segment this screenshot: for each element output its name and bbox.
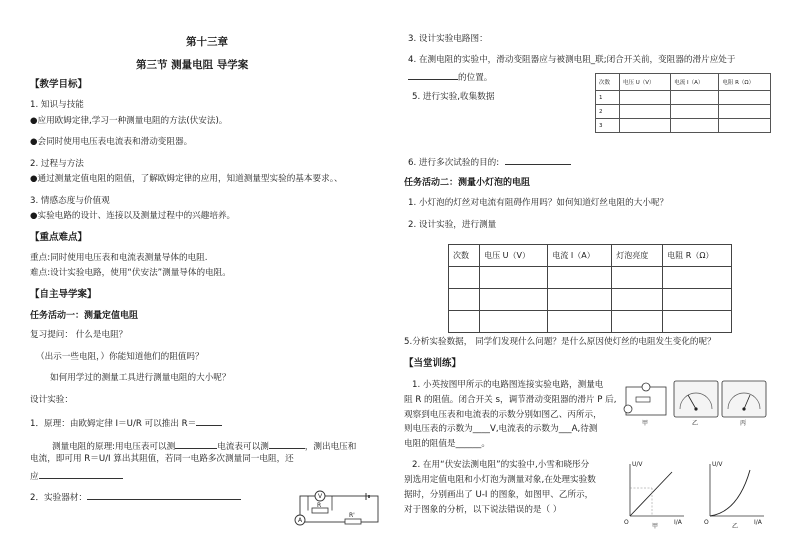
chapter-title: 第十三章 [186,36,228,48]
resistor-icon [636,397,650,402]
exercise2-line-3: 据时，分别画出了 U-I 的图象，如图甲、乙所示， [404,490,594,500]
bulb-table-header-2: 电流 I（A） [548,245,612,267]
equipment-line [30,491,241,504]
data-table-small [595,73,771,133]
label-jia: 甲 [642,420,649,427]
linear-plot-line [630,472,672,516]
exercise2-line-2: 别选用定值电阻和小灯泡为测量对象,在处理实验数 [404,475,596,485]
ui-graph-yi [702,458,768,530]
rheostat-icon [345,519,361,524]
table-cell[interactable] [619,91,670,105]
exercise1-line-1: 1. 小英按图甲所示的电路图连接实验电路，测量电 [412,380,604,390]
table-cell[interactable] [449,267,480,289]
question-1: 1. 小灯泡的灯丝对电流有阻碍作用吗？如何知道灯丝电阻的大小呢？ [408,198,669,208]
table-cell[interactable] [619,105,670,119]
step4-line: 4. 在测电阻的实验中，滑动变阻器应与被测电阻_联;闭合开关前，变阻器的滑片应处于 [408,55,736,65]
table-cell[interactable] [671,119,719,133]
exercise1-line-5: 电阻的阻值是______。 [404,439,490,449]
small-table-row-index: 2 [596,105,620,119]
table-row [449,289,732,311]
task1-title: 任务活动一：测量定值电阻 [30,311,139,321]
ammeter-icon [624,405,632,413]
exercise2-line-1: 2. 在用“伏安法测电阻”的实验中,小雪和晓彤分 [412,460,590,470]
step3: 3. 设计实验电路图： [408,34,488,44]
analysis-question: 5.分析实验数据， 同学们发现什么问题？是什么原因使灯丝的电阻发生变化的呢？ [404,337,716,347]
small-table-row-index: 3 [596,119,620,133]
self-study-header: 【自主导学案】 [30,289,97,300]
table-cell[interactable] [480,289,548,311]
exercise1-line-4: 则电压表的示数为____V,电流表的示数为___A,待测 [404,424,598,434]
table-cell[interactable] [548,289,612,311]
voltmeter-dial-icon [674,381,718,417]
method-line-3 [30,470,123,483]
review-question: 复习提问： 什么是电阻？ [30,330,128,340]
table-cell[interactable] [612,267,663,289]
question-2: 2. 设计实验，进行测量 [408,220,497,230]
method-blank[interactable] [39,470,123,479]
voltage-blank[interactable] [175,440,217,449]
table-row [449,267,732,289]
table-cell[interactable] [719,119,771,133]
table-row [449,311,732,333]
equipment-blank[interactable] [87,491,241,500]
step6-text: 6. 进行多次试验的目的: [408,158,500,168]
table-row [596,91,771,105]
small-table-header-2: 电流 I（A） [671,74,719,91]
graph-label-yi: 乙 [732,523,739,530]
show-resistors: （出示一些电阻，）你能知道他们的阻值吗？ [36,352,204,362]
label-bing: 丙 [740,420,747,427]
table-cell[interactable] [449,311,480,333]
step5: 5. 进行实验,收集数据 [412,92,495,102]
table-cell[interactable] [548,311,612,333]
keypoints-header: 【重点难点】 [30,232,88,243]
axis-u-label: U/V [632,461,643,468]
exercise1-line-3: 观察到电压表和电流表的示数分别如图乙、丙所示， [404,410,602,420]
small-table-header-0: 次数 [596,74,620,91]
axis-i-label: I/A [754,519,762,526]
voltmeter-symbol: V [318,493,323,500]
table-row [596,119,771,133]
table-cell[interactable] [612,289,663,311]
axis-i-label: I/A [674,519,682,526]
table-cell[interactable] [612,311,663,333]
ammeter-dial-icon [722,381,766,417]
goal2-item-a: ●通过测量定值电阻的阻值，了解欧姆定律的应用，知道测量型实验的基本要求。、 [30,174,343,184]
exercise1-line-2: 阻 R 的阻值。闭合开关 s，调节滑动变阻器的滑片 P 后, [404,395,617,405]
bulb-table-header-3: 灯泡亮度 [612,245,663,267]
step4-line-2 [408,71,492,84]
goals-header: 【教学目标】 [30,79,88,90]
voltmeter-icon [642,383,650,391]
origin-label: O [624,519,629,526]
exercise1-figures [622,379,772,429]
small-table-row-index: 1 [596,91,620,105]
key-point: 重点:同时使用电压表和电流表测量导体的电阻. [30,253,208,263]
resistor-symbol: R [317,502,322,509]
goal3-item-a: ●实验电路的设计、连接以及测量过程中的兴趣培养。 [30,211,236,221]
current-blank[interactable] [269,440,305,449]
task2-title: 任务活动二：测量小灯泡的电阻 [404,178,531,188]
method-text-a: 测量电阻的原理:用电压表可以测 [52,442,176,452]
small-table-header-1: 电压 U（V） [619,74,670,91]
graph-label-jia: 甲 [652,523,659,530]
table-cell[interactable] [548,267,612,289]
curve-plot-line [710,470,750,516]
practice-header: 【当堂训练】 [404,358,462,369]
table-cell[interactable] [663,267,732,289]
table-cell[interactable] [449,289,480,311]
table-cell[interactable] [663,289,732,311]
rheostat-symbol: R' [349,512,355,519]
principle-blank[interactable] [196,417,222,426]
label-yi: 乙 [692,420,699,427]
ui-graph-jia [622,458,688,530]
step4-tail: 的位置。 [458,73,493,83]
ammeter-symbol: A [298,517,303,524]
small-table-header-3: 电阻 R（Ω） [719,74,771,91]
equipment-label: 2．实验器材： [30,493,88,503]
method-line-1 [52,440,356,453]
goal1-item-a: ●应用欧姆定律,学习一种测量电阻的方法(伏安法)。 [30,116,228,126]
axis-u-label: U/V [712,461,723,468]
table-cell[interactable] [480,311,548,333]
table-cell[interactable] [663,311,732,333]
difficulty: 难点:设计实验电路，使用“伏安法”测量导体的电阻。 [30,268,231,278]
table-cell[interactable] [619,119,670,133]
data-table-bulb [448,244,732,333]
table-row [596,105,771,119]
principle-line [30,417,222,430]
lesson-title: 第三节 测量电阻 导学案 [136,59,249,71]
purpose-blank[interactable] [505,156,571,165]
goal1-item-b: ●会同时使用电压表电流表和滑动变阻器。 [30,137,193,147]
design-label: 设计实验： [30,395,73,405]
table-cell[interactable] [719,91,771,105]
bulb-table-header-0: 次数 [449,245,480,267]
exercise2-line-4: 对于图象的分析，以下说法错误的是（ ） [404,505,562,515]
table-cell[interactable] [671,105,719,119]
circuit-diagram-left [290,486,386,528]
goal1-title: 1. 知识与技能 [30,100,84,110]
table-cell[interactable] [671,91,719,105]
table-cell[interactable] [480,267,548,289]
table-cell[interactable] [719,105,771,119]
method-text-d: 应 [30,472,39,482]
principle-text: 1．原理：由欧姆定律 I＝U/R 可以推出 R＝ [30,419,197,429]
bulb-table-header-4: 电阻 R（Ω） [663,245,732,267]
slider-position-blank[interactable] [408,71,458,80]
method-text-c: ，测出电压和 [304,442,357,452]
goal2-title: 2. 过程与方法 [30,159,84,169]
method-text-b: 电流表可以测 [217,442,269,452]
bulb-table-header-1: 电压 U（V） [480,245,548,267]
goal3-title: 3. 情感态度与价值观 [30,196,110,206]
origin-label: O [704,519,709,526]
how-measure: 如何用学过的测量工具进行测量电阻的大小呢？ [50,373,231,383]
step6-line [408,156,571,169]
method-line-2: 电流，即可用 R＝U/I 算出其阻值，若同一电路多次测量同一电阻，还 [30,454,294,464]
